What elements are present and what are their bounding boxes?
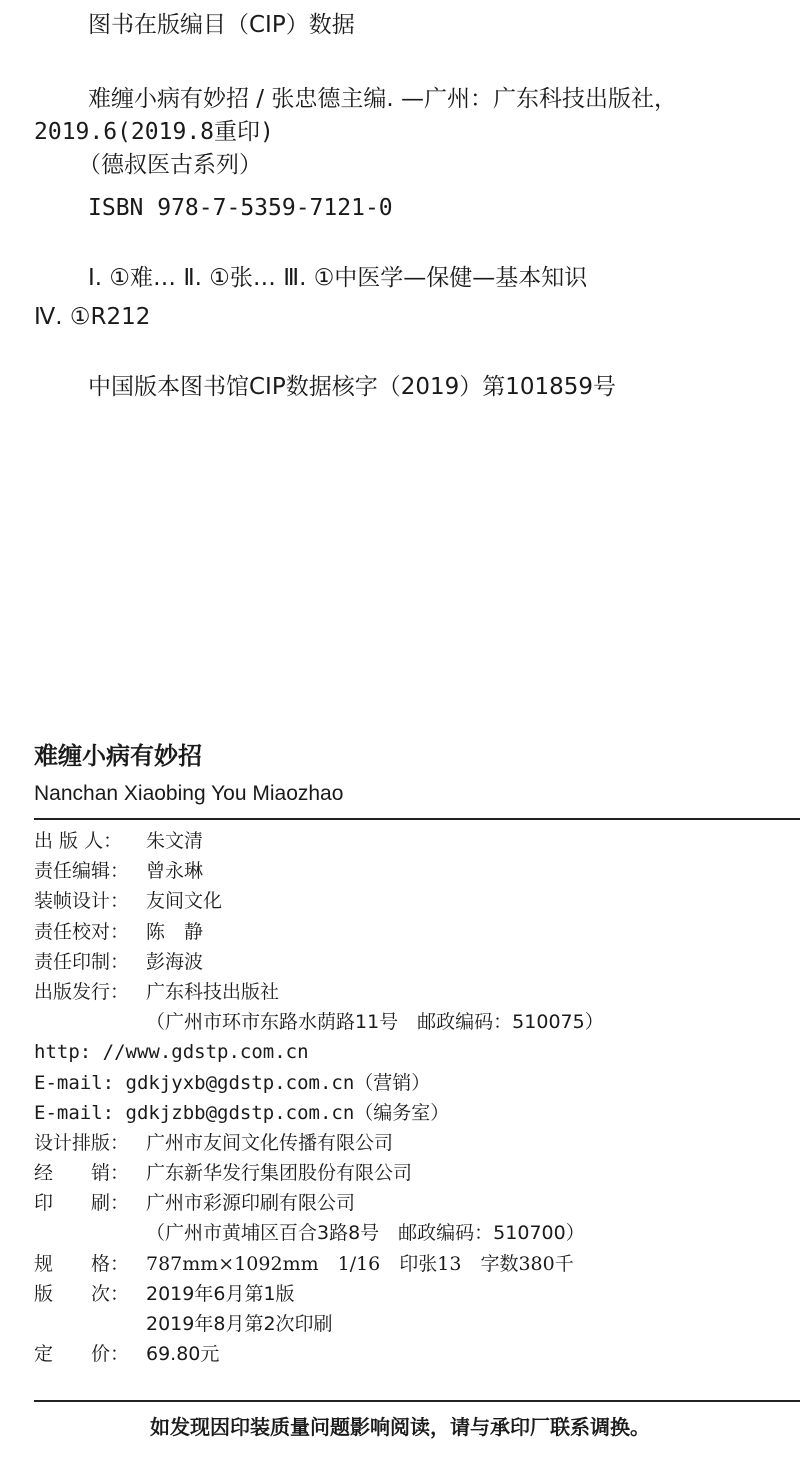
printer-label: 印 刷： — [34, 1192, 130, 1215]
distributor-address: （广州市环市东路水荫路11号 邮政编码：510075） — [146, 1011, 604, 1034]
cip-heading: 图书在版编目（CIP）数据 — [88, 12, 355, 38]
distributor-value: 广东科技出版社 — [146, 980, 280, 1003]
sales-label: 经 销： — [34, 1162, 130, 1185]
print-resp-value: 彭海波 — [146, 950, 204, 973]
edition-reprint: 2019年8月第2次印刷 — [146, 1313, 333, 1335]
layout-label: 设计排版： — [34, 1131, 130, 1154]
price-value: 69.80元 — [146, 1343, 220, 1366]
sales-row — [34, 1158, 604, 1188]
design-label: 装帧设计： — [34, 890, 130, 913]
proof-value: 陈 静 — [146, 920, 204, 943]
website-url: http: //www.gdstp.com.cn — [34, 1041, 309, 1064]
publisher-row — [34, 826, 604, 856]
book-title: 难缠小病有妙招 — [34, 742, 202, 770]
spec-label: 规 格： — [34, 1252, 130, 1275]
spec-row — [34, 1249, 604, 1279]
distributor-label: 出版发行： — [34, 980, 130, 1003]
editor-row — [34, 856, 604, 886]
quality-notice: 如发现因印装质量问题影响阅读，请与承印厂联系调换。 — [150, 1415, 650, 1439]
cip-classification-line1: Ⅰ. ①难… Ⅱ. ①张… Ⅲ. ①中医学—保健—基本知识 — [88, 265, 588, 291]
editor-value: 曾永琳 — [146, 860, 204, 883]
printer-row — [34, 1188, 604, 1218]
cip-date-line: 2019.6(2019.8重印) — [34, 119, 274, 145]
spec-value: 787mm×1092mm 1/16 印张13 字数380千 — [146, 1252, 574, 1275]
sales-value: 广东新华发行集团股份有限公司 — [146, 1162, 413, 1185]
edition-label: 版 次： — [34, 1282, 130, 1305]
design-value: 友间文化 — [146, 890, 223, 913]
edition-value: 2019年6月第1版 — [146, 1282, 295, 1305]
imprint-info — [34, 826, 604, 1369]
email-editorial: E-mail: gdkjzbb@gdstp.com.cn（编务室） — [34, 1101, 450, 1124]
layout-value: 广州市友间文化传播有限公司 — [146, 1131, 394, 1154]
publisher-value: 朱文清 — [146, 830, 204, 852]
cip-verify-number: 中国版本图书馆CIP数据核字（2019）第101859号 — [88, 374, 617, 400]
cip-classification-line2: Ⅳ. ①R212 — [34, 304, 151, 330]
cip-series-line: （德叔医古系列） — [78, 152, 262, 178]
distributor-row — [34, 977, 604, 1007]
email-marketing: E-mail: gdkjyxb@gdstp.com.cn（营销） — [34, 1071, 431, 1094]
design-row — [34, 886, 604, 916]
price-label: 定 价： — [34, 1343, 130, 1366]
cip-title-line: 难缠小病有妙招 / 张忠德主编. —广州：广东科技出版社， — [88, 86, 677, 112]
print-resp-label: 责任印制： — [34, 950, 130, 973]
divider-bottom — [34, 1400, 800, 1402]
publisher-label: 出 版 人： — [34, 830, 123, 852]
editor-label: 责任编辑： — [34, 860, 130, 883]
cip-isbn: ISBN 978-7-5359-7121-0 — [88, 195, 393, 221]
print-resp-row — [34, 947, 604, 977]
layout-row — [34, 1128, 604, 1158]
printer-address: （广州市黄埔区百合3路8号 邮政编码：510700） — [146, 1222, 585, 1245]
printer-value: 广州市彩源印刷有限公司 — [146, 1192, 356, 1215]
proof-row — [34, 917, 604, 947]
book-title-pinyin: Nanchan Xiaobing You Miaozhao — [34, 782, 344, 805]
proof-label: 责任校对： — [34, 920, 130, 943]
price-row — [34, 1339, 604, 1369]
edition-row — [34, 1279, 604, 1309]
divider-top — [34, 818, 800, 820]
